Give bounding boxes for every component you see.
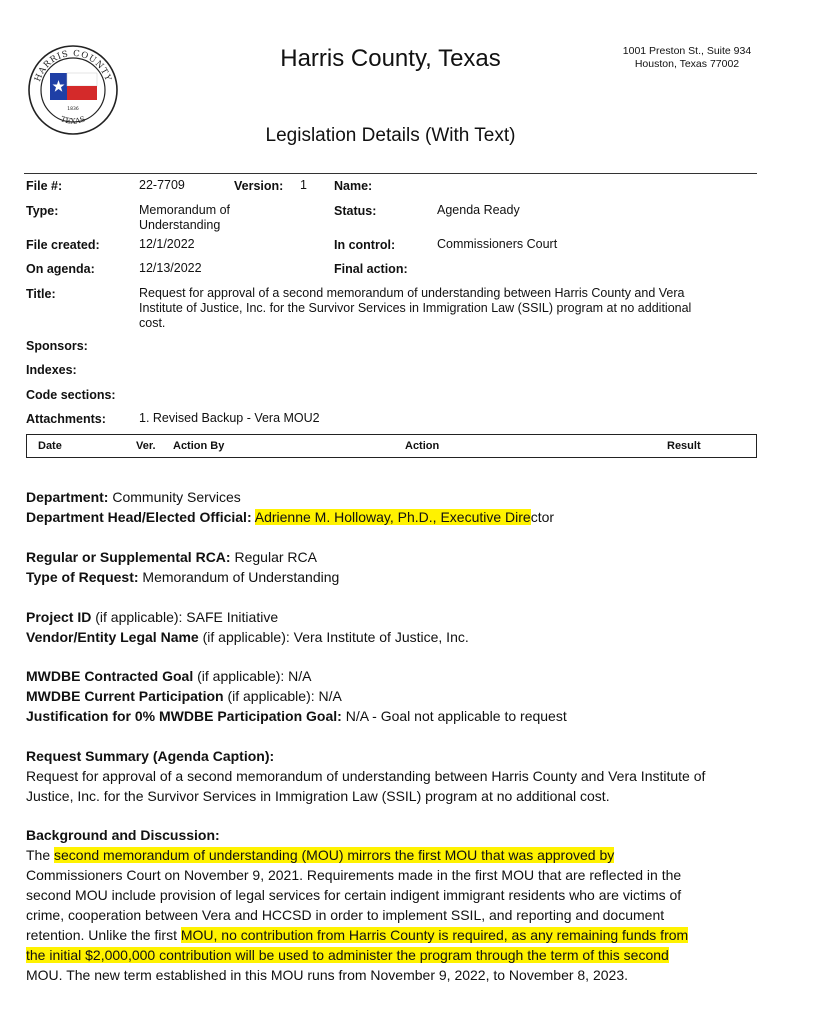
file-label: File #: <box>26 179 63 193</box>
rca-line: Regular or Supplemental RCA: Regular RCA <box>26 549 317 565</box>
status-label: Status: <box>334 204 377 218</box>
type-label: Type: <box>26 204 59 218</box>
type-value: Memorandum of Understanding <box>139 203 231 232</box>
background-text: The second memorandum of understanding (MOU) mirrors the first MOU that was approved by Commissioners Court on November 9, 2021. Requirements made in the first MOU that are reflected in the second MOU include provision of legal services for certain indigent immigrant residents who are victims of crime, cooperation between Vera and HCCSD in order to implement SSIL, and reporting and document retention. Unlike the first MOU, no contribution from Harris County is required, as any remaining funds from the initial $2,000,000 contribution will be used to administer the program through the term of this second MOU. The new term established in this MOU runs from November 9, 2022, to November 8, 2023. <box>26 847 689 983</box>
col-action-by: Action By <box>173 440 225 452</box>
on-agenda-value: 12/13/2022 <box>139 261 202 275</box>
in-control-label: In control: <box>334 238 396 252</box>
mwdbe-participation-line: MWDBE Current Participation (if applicable): N/A <box>26 688 342 704</box>
justification-line: Justification for 0% MWDBE Participation Goal: N/A - Goal not applicable to request <box>26 708 567 724</box>
project-id-line: Project ID (if applicable): SAFE Initiative <box>26 609 279 625</box>
col-action: Action <box>405 440 440 452</box>
department-line: Department: Community Services <box>26 489 241 505</box>
action-history-table-header <box>26 434 757 458</box>
file-created-value: 12/1/2022 <box>139 237 195 251</box>
request-summary-heading: Request Summary (Agenda Caption): <box>26 748 275 764</box>
in-control-value: Commissioners Court <box>437 237 558 251</box>
department-head-line: Department Head/Elected Official: Adrienne M. Holloway, Ph.D., Executive Director <box>26 509 555 525</box>
file-value: 22-7709 <box>139 178 185 192</box>
file-created-label: File created: <box>26 238 100 252</box>
county-title: Harris County, Texas <box>280 45 501 72</box>
version-value: 1 <box>300 178 307 192</box>
seal-text-top: HARRIS COUNTY <box>33 48 113 84</box>
title-label: Title: <box>26 287 56 301</box>
seal-year: 1836 <box>67 107 79 112</box>
col-result: Result <box>667 440 701 452</box>
county-address: 1001 Preston St., Suite 934 Houston, Texas 77002 <box>622 45 752 70</box>
document-title: Legislation Details (With Text) <box>265 125 516 146</box>
header-divider <box>24 173 757 174</box>
sponsors-label: Sponsors: <box>26 339 88 353</box>
col-version: Ver. <box>136 440 156 452</box>
attachments-label: Attachments: <box>26 412 106 426</box>
final-action-label: Final action: <box>334 262 408 276</box>
mwdbe-goal-line: MWDBE Contracted Goal (if applicable): N/A <box>26 668 312 684</box>
vendor-line: Vendor/Entity Legal Name (if applicable): Vera Institute of Justice, Inc. <box>26 629 469 645</box>
code-sections-label: Code sections: <box>26 388 116 402</box>
status-value: Agenda Ready <box>437 203 520 217</box>
on-agenda-label: On agenda: <box>26 262 95 276</box>
version-label: Version: <box>234 179 284 193</box>
col-date: Date <box>38 440 62 452</box>
request-summary-text: Request for approval of a second memorandum of understanding between Harris County and Vera Institute of Justice, Inc. for the Survivor Services in Immigration Law (SSIL) program at no additional cost. <box>26 768 706 804</box>
background-heading: Background and Discussion: <box>26 827 220 843</box>
indexes-label: Indexes: <box>26 363 77 377</box>
seal-text-bottom: TEXAS <box>59 114 87 126</box>
title-value: Request for approval of a second memorandum of understanding between Harris County and Vera Institute of Justice, Inc. for the Survivor Services in Immigration Law (SSIL) program at no additional cost. <box>139 286 692 330</box>
attachments-value[interactable]: 1. Revised Backup - Vera MOU2 <box>139 411 320 425</box>
name-label: Name: <box>334 179 373 193</box>
request-type-line: Type of Request: Memorandum of Understanding <box>26 569 340 585</box>
